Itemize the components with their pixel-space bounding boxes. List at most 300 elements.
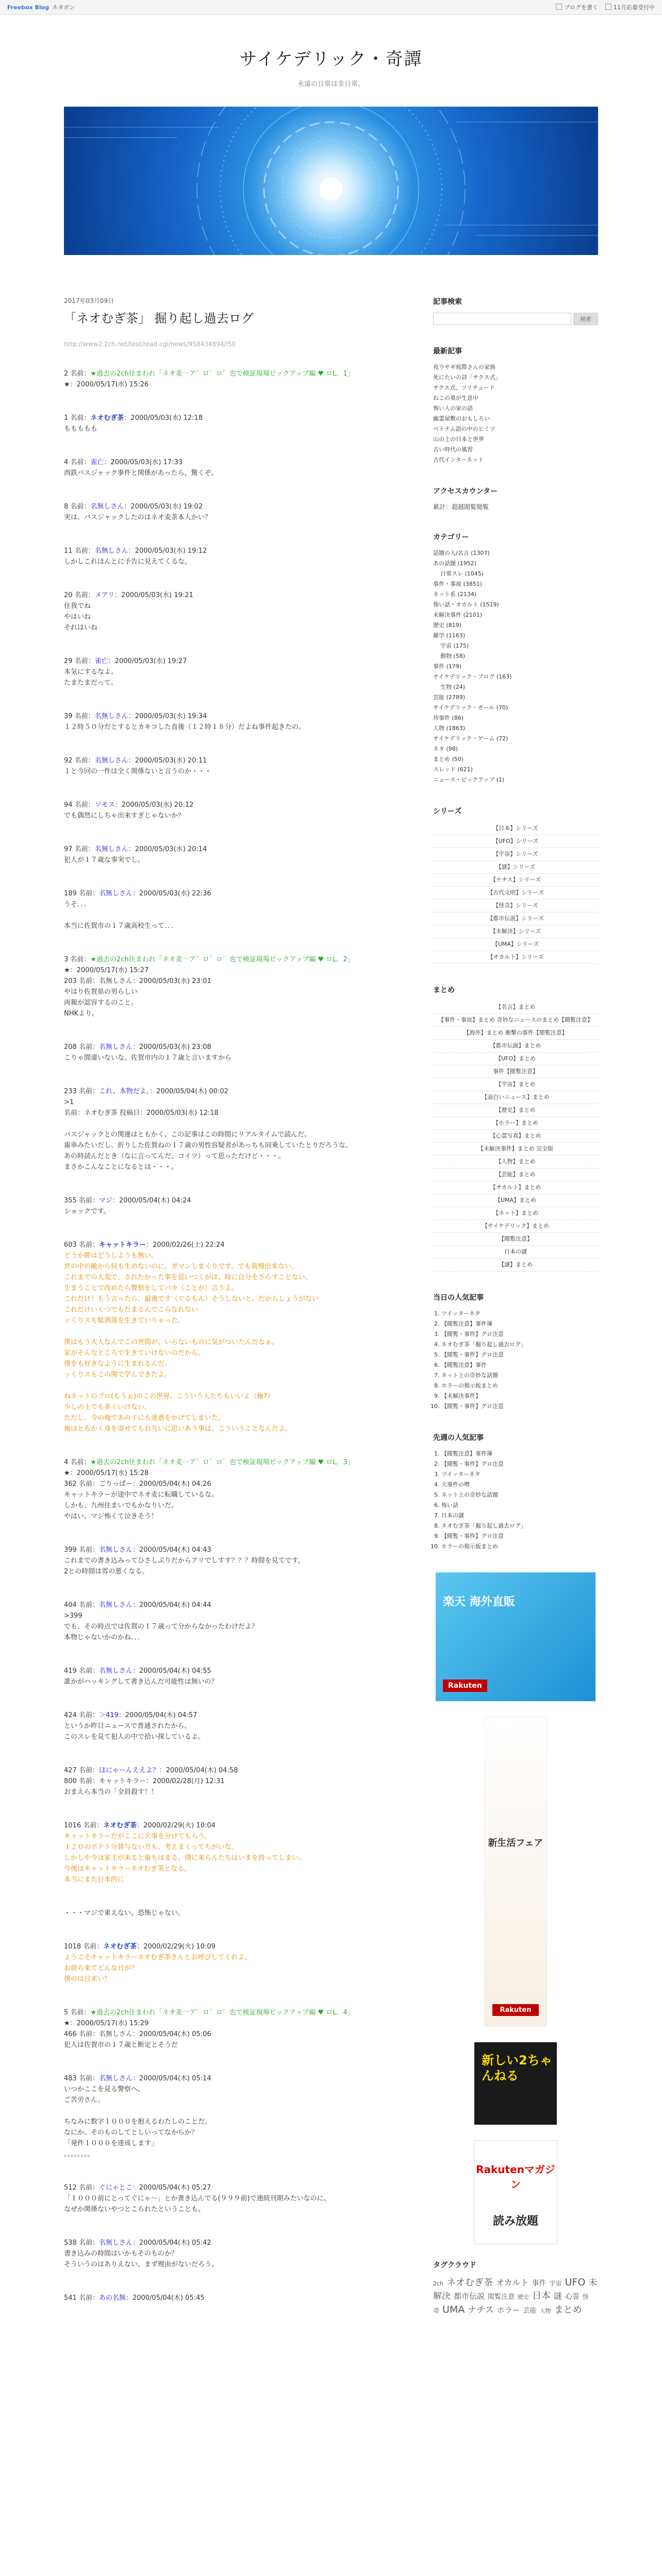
comment-line: 僕はもう大人なんでこの世間が、いらないものに気がついたんだなぁ。	[64, 1338, 279, 1346]
comment-line: 362 名前：ごりっぱー：2000/05/04(木) 04:26	[64, 1480, 211, 1488]
popular-week-link[interactable]: 5. ネット上の奇妙な話題	[441, 1490, 598, 1500]
matome-link[interactable]: 日本の謎	[433, 1246, 598, 1259]
popular-today-link[interactable]: 5. 【閲覧・事件】グロ注意	[441, 1350, 598, 1360]
comment-author: ★過去の2ch住まわれ「ネオ麦一ア゛ロ゛ロ゛也で検証現場ピックアップ編 ♥ ロL．1」	[90, 370, 354, 378]
category-list	[433, 548, 598, 785]
search-button[interactable]: 検索	[573, 313, 598, 325]
comment-line: いつかここを見る警察へ、	[64, 2086, 145, 2093]
popular-today-link[interactable]: 7. ネット上の奇妙な話題	[441, 1370, 598, 1381]
comment-number: 603 名前：	[64, 1241, 99, 1249]
category-link[interactable]: 事件・事故 (3851)	[433, 581, 483, 587]
comment-entry	[64, 2182, 368, 2215]
comment-line: こりゃ間違いないな。佐賀市内の１７歳と言いますから	[64, 1054, 232, 1062]
comment-header	[64, 2007, 368, 2018]
comment-number: 1016 名前：	[64, 1822, 104, 1829]
tag-link[interactable]: まとめ	[554, 2304, 582, 2315]
site-header	[0, 15, 662, 107]
comment-author[interactable]: 名無しさん	[90, 503, 124, 511]
comment-author[interactable]: 名無しさん	[98, 1601, 133, 1609]
comment-entry	[64, 656, 368, 688]
recent-post-link[interactable]: サクス式、ソリチュード	[433, 384, 495, 391]
comment-number: 208 名前：	[64, 1043, 99, 1051]
category-link[interactable]: 生物 (24)	[440, 684, 466, 690]
category-link[interactable]: 未解決事件 (2101)	[433, 612, 483, 618]
matome-link[interactable]: 【芸能】まとめ	[433, 1168, 598, 1181]
comment-entry	[64, 2007, 368, 2050]
category-link[interactable]: 芸能 (2789)	[433, 694, 466, 701]
blog-brand-logo[interactable]: Freebox Blog	[7, 4, 49, 11]
series-link[interactable]: 【UFO】シリーズ	[433, 835, 598, 848]
comment-line: 書き込みの時間はいかもそのものか？	[64, 2250, 178, 2258]
popular-week-link[interactable]: 1. 【閲覧注意】事件簿	[441, 1449, 598, 1459]
comment-author: ★過去の2ch住まわれ「ネオ麦一ア゛ロ゛ロ゛也で検証現場ピックアップ編 ♥ ロL．3」	[90, 1459, 354, 1466]
comment-number: 424 名前：	[64, 1711, 99, 1719]
comment-date: ：2000/05/04(木) 00:02	[150, 1088, 228, 1095]
tag-link[interactable]: ナチス	[468, 2305, 494, 2315]
comment-author[interactable]: 名無しさん	[98, 1667, 133, 1675]
tag-link[interactable]: 2ch	[433, 2280, 444, 2287]
comment-number: 20 名前：	[64, 591, 95, 599]
comment-number: 483 名前：	[64, 2075, 99, 2082]
comment-number: 39 名前：	[64, 713, 95, 720]
category-link[interactable]: 雑学 (1163)	[433, 632, 466, 639]
campaign-link[interactable]	[605, 3, 655, 11]
comment-line: なぜか関係ないやつとこられたということも。	[64, 2206, 205, 2213]
comment-header	[64, 1941, 368, 1952]
matome-link[interactable]: 【宇宙】まとめ	[433, 1078, 598, 1091]
comment-date: ：2000/02/29(火) 10:04	[137, 1822, 216, 1829]
comment-entry	[64, 2293, 368, 2303]
new-2ch-ad[interactable]	[474, 2042, 557, 2125]
tag-cloud	[433, 2276, 598, 2317]
comment-line: お前ら来てどんな日が？	[64, 1964, 138, 1972]
matome-link[interactable]: 【歴史】まとめ	[433, 1104, 598, 1117]
recent-post-link[interactable]: ねこの巣が生息中	[433, 395, 478, 401]
category-link[interactable]: 動物 (58)	[440, 653, 466, 659]
comment-author[interactable]: ぐにゃとこ	[98, 2184, 133, 2192]
popular-today-link[interactable]: 4. ネオむぎ茶「掘り起し過去ログ」	[441, 1340, 598, 1350]
popular-week-list	[433, 1449, 598, 1552]
popular-today-link[interactable]: 3. 【閲覧・事件】グロ注意	[441, 1329, 598, 1340]
comment-entry	[64, 546, 368, 567]
recent-post-link[interactable]: 死にたいの詩「サクス式」	[433, 374, 501, 381]
recent-post-link[interactable]: 怖い人の家の話	[433, 405, 473, 412]
matome-link[interactable]: 【サイケデリック】まとめ	[433, 1220, 598, 1233]
comment-line: ももももも	[64, 425, 98, 433]
comment-line: 本気にするなよ。	[64, 668, 118, 676]
tag-link[interactable]: 謎	[554, 2291, 562, 2301]
category-link[interactable]: サイケデリック・ガール (70)	[433, 704, 508, 711]
comment-author[interactable]: ＞419	[98, 1711, 119, 1719]
tag-link[interactable]: ホラー	[496, 2306, 520, 2315]
matome-link[interactable]: 【UMA】まとめ	[433, 1194, 598, 1207]
series-link[interactable]: 【未解決】シリーズ	[433, 925, 598, 938]
matome-link[interactable]: 【名言】まとめ	[433, 1001, 598, 1014]
comment-entry	[64, 413, 368, 434]
gift-icon	[605, 4, 611, 10]
comment-author[interactable]: 名無しさん	[94, 713, 128, 720]
comment-date: ：2000/05/03(水) 19:34	[128, 713, 207, 720]
comment-header	[64, 1666, 368, 1676]
comment-header	[64, 413, 368, 423]
search-input[interactable]	[433, 313, 571, 325]
header-banner-image	[64, 107, 598, 255]
category-link[interactable]: まとめ (50)	[433, 756, 464, 762]
popular-today-link[interactable]: 2. 【閲覧注意】事件簿	[441, 1319, 598, 1329]
matome-link[interactable]: 【事件・事故】まとめ 奇妙なニュースのまとめ【閲覧注意】	[433, 1014, 598, 1027]
comment-line: NHKより。	[64, 1010, 99, 1018]
comment-date: ：2000/05/03(水) 17:33	[104, 459, 183, 466]
tag-link[interactable]: 都市伝説	[454, 2292, 485, 2301]
comment-line: ッくりスもこの関で学んできたよ。	[64, 1371, 172, 1379]
category-title: カテゴリー	[433, 533, 469, 541]
category-link[interactable]: 珍事件 (86)	[433, 715, 464, 721]
comment-entry	[64, 590, 368, 633]
category-link[interactable]: 歴史 (819)	[433, 622, 462, 629]
matome-link[interactable]: 【未解決事件】まとめ 完全版	[433, 1143, 598, 1156]
series-link[interactable]: 【怪奇】シリーズ	[433, 900, 598, 912]
comment-entry	[64, 1195, 368, 1217]
comment-entry	[64, 501, 368, 523]
series-link[interactable]: 【謎】シリーズ	[433, 861, 598, 874]
matome-link[interactable]: 【閲覧注意】	[433, 1233, 598, 1246]
comment-line: 実は、バスジャックしたのはネオ麦茶本人かい？	[64, 514, 211, 521]
comment-line: まさかこんなことになるとは・・・。	[64, 1163, 178, 1171]
category-link[interactable]: 日常スレ (1045)	[440, 570, 484, 577]
top-left-link[interactable]: ネタボン	[52, 4, 75, 11]
comment-line: しかしこれほんとに予告に見えてくるな。	[64, 558, 192, 566]
tag-link[interactable]: UFO	[565, 2277, 586, 2288]
comment-number: 1018 名前：	[64, 1943, 104, 1951]
comment-date: ：2000/05/04(木) 04:55	[132, 1667, 211, 1675]
popular-today-link[interactable]: 6. 【閲覧注意】事件	[441, 1360, 598, 1370]
comment-line: 犯人が１７歳な事実でし。	[64, 856, 145, 864]
category-link[interactable]: 宇宙 (175)	[440, 642, 469, 649]
ad4-title: Rakutenマガジン	[476, 2163, 555, 2191]
comment-line: 誰かがハッキングして書き込んだ可能性は無いの？	[64, 1678, 218, 1686]
series-link[interactable]: 【古代文明】シリーズ	[433, 887, 598, 900]
comment-author[interactable]: 名無しさん	[98, 1043, 133, 1051]
comment-header	[64, 711, 368, 722]
comment-header	[64, 2238, 368, 2248]
comment-date: ：2000/05/03(水) 19:27	[108, 657, 187, 665]
post-title[interactable]: 「ネオむぎ茶」 掘り起し過去ログ	[64, 311, 254, 326]
comment-line: これまでの大変で、されたかった事を思いつくがは、時に自分をさらすことない。	[64, 1274, 312, 1281]
comment-author[interactable]: メアリ	[94, 591, 115, 599]
comment-header	[64, 2182, 368, 2193]
comment-number: 233 名前：	[64, 1088, 99, 1095]
comment-author[interactable]: マジ	[98, 1197, 112, 1205]
tag-link[interactable]: 心霊	[565, 2293, 580, 2301]
category-link[interactable]: 人物 (1863)	[433, 725, 466, 732]
comment-line: それはいね	[64, 624, 98, 632]
popular-week-link[interactable]: 2. 【閲覧・事件】グロ注意	[441, 1459, 598, 1469]
series-link[interactable]: 【宇宙】シリーズ	[433, 848, 598, 861]
matome-link[interactable]: 【都市伝説】まとめ	[433, 1040, 598, 1053]
comment-line: これだけ！もう言ったら、最後です（でるもん）そうしないと、だからしょうがない	[64, 1295, 319, 1303]
comment-entry	[64, 888, 368, 931]
matome-link[interactable]: 【心霊写真】まとめ	[433, 1130, 598, 1143]
category-link[interactable]: 話題の人/名言 (1307)	[433, 550, 490, 556]
comment-author[interactable]: 名無しさん	[98, 2075, 133, 2082]
recent-post-link[interactable]: ベトナム語の中のヒミツ	[433, 426, 495, 432]
comment-date: ：2000/05/03(水) 19:12	[128, 547, 207, 555]
popular-week-link[interactable]: 7. 日本の謎	[441, 1511, 598, 1521]
comment-line: これまでの書き込みってひさしぶりだからアリでしすす？？？時間を見てです。	[64, 1557, 305, 1565]
comment-line: 僕をも好きなように生まれるんだ。	[64, 1360, 172, 1368]
comment-entry	[64, 1765, 368, 1798]
matome-block	[433, 985, 598, 1272]
category-block	[433, 532, 598, 785]
comment-author: ネオむぎ茶	[103, 1943, 137, 1951]
search-row	[433, 313, 598, 325]
popular-week-link[interactable]: 4. 大事件の噂	[441, 1480, 598, 1490]
comment-number: 3 名前：	[64, 956, 91, 963]
comment-author[interactable]: ほにゃーんええよ？	[98, 1767, 159, 1774]
comment-header	[64, 1710, 368, 1721]
comment-line: ただし、今の俺であの子にも迷惑をかけてしまいた。	[64, 1414, 225, 1422]
comment-line: やはり佐賀県の男らしい	[64, 988, 138, 996]
category-link[interactable]: ネット系 (2134)	[433, 591, 477, 598]
matome-link[interactable]: 【人物】まとめ	[433, 1156, 598, 1168]
search-title: 記事検索	[433, 298, 462, 306]
matome-link[interactable]: 【ネット】まとめ	[433, 1207, 598, 1220]
comment-author[interactable]: 雀亡	[94, 657, 108, 665]
comment-line: 家がそんなところで生きていけないのだから。	[64, 1349, 205, 1357]
category-link[interactable]: ニュース・ピックアップ (1)	[433, 776, 505, 783]
site-title[interactable]: サイケデリック・奇譚	[239, 49, 423, 70]
comment-author[interactable]: あの名無	[98, 2294, 126, 2302]
tag-link[interactable]: 未解決	[433, 2278, 598, 2301]
popular-today-link[interactable]: 8. ホラーの掲示板まとめ	[441, 1381, 598, 1391]
tag-link[interactable]: 閲覧注意	[488, 2293, 515, 2301]
comment-author[interactable]: 名無しさん	[94, 845, 128, 853]
comment-line: たまたまだって。	[64, 679, 118, 687]
comment-line: 歯車みたいだし、折りした佐賀ねの１７歳の男性容疑者があっちも同乗していたとりだろうな。	[64, 1142, 352, 1149]
tag-link[interactable]: オカルト	[496, 2278, 529, 2287]
comment-date: ：2000/05/04(木) 05:45	[125, 2294, 205, 2302]
comment-line: キャットキラーだがここに大事を分けてもらう。	[64, 1833, 212, 1840]
matome-link[interactable]: 【謎】まとめ	[433, 1259, 598, 1272]
comment-entry	[64, 1042, 368, 1063]
comment-date: ：2000/05/04(木) 04:24	[112, 1197, 191, 1205]
comment-line: やはいね	[64, 613, 91, 621]
comment-date: ：2000/05/03(水) 19:02	[124, 503, 203, 511]
comment-number: 11 名前：	[64, 547, 95, 555]
category-link[interactable]: サイケデリック・ゲーム (72)	[433, 735, 508, 742]
counter-title: アクセスカウンター	[433, 487, 498, 496]
main-column	[64, 296, 368, 2338]
comment-entry	[64, 1908, 368, 1919]
popular-today-title: 当日の人気記事	[433, 1294, 484, 1302]
comment-author[interactable]: 雀亡	[90, 459, 104, 466]
series-link[interactable]: 【ナチス】シリーズ	[433, 874, 598, 887]
comment-line: ようこそキャットキラーネオむぎ茶さんとお呼びしてくれよ。	[64, 1954, 252, 1961]
comment-line: 本当に佐賀市の１７歳高校生って．．．	[64, 922, 178, 930]
tag-link[interactable]: 宇宙	[549, 2280, 562, 2287]
series-link[interactable]: 【都市伝説】シリーズ	[433, 912, 598, 925]
comment-line: なにか、そのものしてとしいってなからか？	[64, 2129, 198, 2137]
comment-entry	[64, 711, 368, 733]
comment-author[interactable]: 名無しさん	[94, 547, 128, 555]
comment-entry	[64, 1240, 368, 1434]
comment-line: ★：2000/05/17(水) 15:27	[64, 967, 149, 974]
ad1-title: 楽天 海外直販	[443, 1596, 515, 1608]
tag-link[interactable]: UMA	[442, 2304, 465, 2315]
comment-number: 92 名前：	[64, 757, 95, 765]
comment-header	[64, 1195, 368, 1206]
comment-author[interactable]: 名無しさん	[94, 757, 128, 765]
comment-date: ：2000/05/04(木) 05:27	[132, 2184, 211, 2192]
matome-link[interactable]: 【海外】まとめ 衝撃の事件【閲覧注意】	[433, 1027, 598, 1040]
comment-line: 203 名前：名無しさん：2000/05/03(水) 23:01	[64, 977, 211, 985]
tag-link[interactable]: 事件	[532, 2279, 547, 2287]
comment-line: ちなみに数字１０００を抱えるわたしのことだ。	[64, 2118, 212, 2126]
recent-post-link[interactable]: 古代インターネット	[433, 456, 484, 463]
comment-line: 。。。。。。。。	[64, 2150, 94, 2158]
comment-line: 少しの上でも多くいけない。	[64, 1403, 152, 1411]
top-bar	[0, 0, 662, 15]
comment-number: 4 名前：	[64, 1459, 91, 1466]
tag-link[interactable]: 日本	[532, 2291, 551, 2301]
comment-line: バスジャックとの関連はともかく、この記事はこの時間にリアルタイムで読んだ。	[64, 1131, 311, 1139]
series-title: シリーズ	[433, 807, 462, 816]
comment-author[interactable]: 名無しさん	[98, 2239, 133, 2247]
popular-week-link[interactable]: 8. ネオむぎ茶「掘り起し過去ログ」	[441, 1521, 598, 1531]
rakuten-magazine-ad[interactable]	[474, 2140, 557, 2244]
comment-header	[64, 800, 368, 810]
matome-link[interactable]: 事件【閲覧注意】	[433, 1065, 598, 1078]
category-link[interactable]: スレッド (621)	[433, 766, 473, 773]
matome-link[interactable]: 【オカルト】まとめ	[433, 1181, 598, 1194]
comment-author[interactable]: 名無しさん	[98, 1546, 133, 1554]
source-url-link[interactable]: http://www2.2ch.net/test/read.cgi/news/958434894/l50	[64, 341, 236, 348]
series-link[interactable]: 【日本】シリーズ	[433, 822, 598, 835]
write-blog-link[interactable]	[556, 3, 598, 11]
campaign-label: 11月応募受付中	[614, 4, 655, 11]
category-link[interactable]: 事件 (179)	[433, 663, 462, 670]
tag-cloud-block	[433, 2260, 598, 2317]
recent-list	[433, 362, 598, 465]
recent-post-link[interactable]: 古い時代の風習	[433, 446, 473, 453]
category-link[interactable]: サイケデリック・ブログ (163)	[433, 673, 512, 680]
tag-link[interactable]: ネオむぎ茶	[446, 2277, 493, 2288]
comment-date: ：2000/05/03(水) 12:18	[124, 414, 203, 422]
comment-line: そういうのはありえない、まず理由がないだろう。	[64, 2261, 219, 2268]
content-wrapper	[64, 296, 598, 2338]
comment-line: 2との時間は雰の悪くなる。	[64, 1568, 149, 1575]
comment-header	[64, 656, 368, 667]
comment-header	[64, 1457, 368, 1468]
popular-week-link[interactable]: 9. 【閲覧・事件】グロ注意	[441, 1531, 598, 1541]
comment-date: ：2000/05/03(水) 23:08	[132, 1043, 211, 1051]
comment-author[interactable]: これ、本物だよ。	[98, 1088, 150, 1095]
matome-link[interactable]: 【UFO】まとめ	[433, 1053, 598, 1065]
comment-header	[64, 2293, 368, 2303]
comment-entry	[64, 800, 368, 821]
recent-title: 最新記事	[433, 347, 462, 355]
tag-link[interactable]: 人物	[539, 2308, 551, 2314]
comment-line: でも偶然にしちゃ出来すぎじゃないか？	[64, 812, 185, 820]
series-link[interactable]: 【オカルト】シリーズ	[433, 951, 598, 964]
comment-number: 512 名前：	[64, 2184, 99, 2192]
tag-link[interactable]: 怪奇	[433, 2293, 589, 2314]
recent-post-link[interactable]: 夜ウサギ坂際さんの家族	[433, 364, 495, 370]
comment-line: 両親が認容するのこと。	[64, 999, 138, 1007]
comment-line: 本当にまた日本的に	[64, 1876, 125, 1884]
popular-today-link[interactable]: 1. ツイッターネタ	[441, 1309, 598, 1319]
comment-line: >1	[64, 1098, 74, 1106]
comment-header	[64, 954, 368, 965]
comment-line: キャットキラーが途中でネオ麦に転職しているな。	[64, 1491, 219, 1499]
comment-number: 2 名前：	[64, 370, 91, 378]
series-link[interactable]: 【UMA】シリーズ	[433, 938, 598, 951]
comment-number: 1 名前：	[64, 414, 91, 422]
post-date: 2017年03月09日	[64, 297, 114, 304]
comment-line: ★：2000/05/17(水) 15:28	[64, 1469, 149, 1477]
rakuten-new-life-ad[interactable]	[484, 1717, 547, 2027]
comment-line: でも、その時点では佐賀の１７歳って分からなかったわけだよ？	[64, 1623, 259, 1631]
comment-entry	[64, 1941, 368, 1985]
comment-line: 俺はともかく身を寄せてもお互いに思いあう事は、こういうことなんだよ。	[64, 1425, 292, 1433]
comment-line: あの時読んだとき（なに言ってんだ、コイツ）って思っただけど・・・。	[64, 1153, 285, 1160]
popular-week-link[interactable]: 10. ホラーの掲示板まとめ	[441, 1541, 598, 1552]
comment-header	[64, 755, 368, 766]
comment-number: 355 名前：	[64, 1197, 99, 1205]
comment-line: １２時５０分だとするとカキコした直後（１２時１８分）だよね事件起きたの。	[64, 723, 305, 731]
comment-line: ッくりスも駄洒落を生きていりゃった。	[64, 1317, 185, 1325]
category-link[interactable]: あの話題 (1952)	[433, 560, 477, 567]
comment-number: 419 名前：	[64, 1667, 99, 1675]
comment-date: ：2000/05/04(木) 04:58	[159, 1767, 238, 1774]
recent-post-link[interactable]: 山の上の日本と世界	[433, 436, 484, 443]
popular-week-link[interactable]: 6. 怖い話	[441, 1500, 598, 1511]
comment-line: 本物じゃないかのかね．．．	[64, 1634, 145, 1641]
tag-link[interactable]: 芸能	[523, 2307, 537, 2315]
comment-line: 「発件１０００を達成します」	[64, 2140, 158, 2147]
comment-entry	[64, 2238, 368, 2270]
tag-link[interactable]: 歴史	[518, 2294, 529, 2300]
comment-number: 399 名前：	[64, 1546, 99, 1554]
category-link[interactable]: ネタ (98)	[433, 745, 458, 752]
comment-date: ：2000/05/03(水) 19:21	[114, 591, 193, 599]
comment-header	[64, 888, 368, 899]
popular-week-title: 先週の人気記事	[433, 1434, 484, 1442]
rakuten-overseas-ad[interactable]	[436, 1572, 595, 1701]
comment-number: 5 名前：	[64, 2009, 91, 2016]
comment-number: 404 名前：	[64, 1601, 99, 1609]
matome-link[interactable]: 【面白いニュース】まとめ	[433, 1091, 598, 1104]
comment-author[interactable]: ソモス	[94, 801, 115, 809]
comment-entry	[64, 1457, 368, 1522]
comment-author: ネオむぎ茶	[103, 1822, 137, 1829]
comment-number: 4 名前：	[64, 459, 91, 466]
popular-week-link[interactable]: 3. ツイッターネタ	[441, 1469, 598, 1480]
recent-post-link[interactable]: 幽霊屋敷のおもしろい	[433, 415, 490, 422]
comment-line: 466 名前：名無しさん：2000/05/04(木) 05:06	[64, 2030, 211, 2038]
comment-author[interactable]: 名無しさん	[98, 890, 133, 897]
popular-today-link[interactable]: 10. 【閲覧・事件】グロ注意	[441, 1401, 598, 1412]
comment-line: ねネットのプロ(もうぉ)のこの世界。こういう人たちもいいよ（俺?）	[64, 1393, 274, 1400]
category-link[interactable]: 怖い話・オカルト (1519)	[433, 601, 499, 608]
comment-line: 今後はキャットキラーネオむぎ茶となる。	[64, 1865, 191, 1873]
popular-today-link[interactable]: 9. 【未解決事件】	[441, 1391, 598, 1401]
comment-header	[64, 1086, 368, 1097]
comment-line: >399	[64, 1612, 82, 1620]
matome-link[interactable]: 【ホラー】まとめ	[433, 1117, 598, 1130]
matome-title: まとめ	[433, 986, 455, 994]
comment-header	[64, 1042, 368, 1053]
